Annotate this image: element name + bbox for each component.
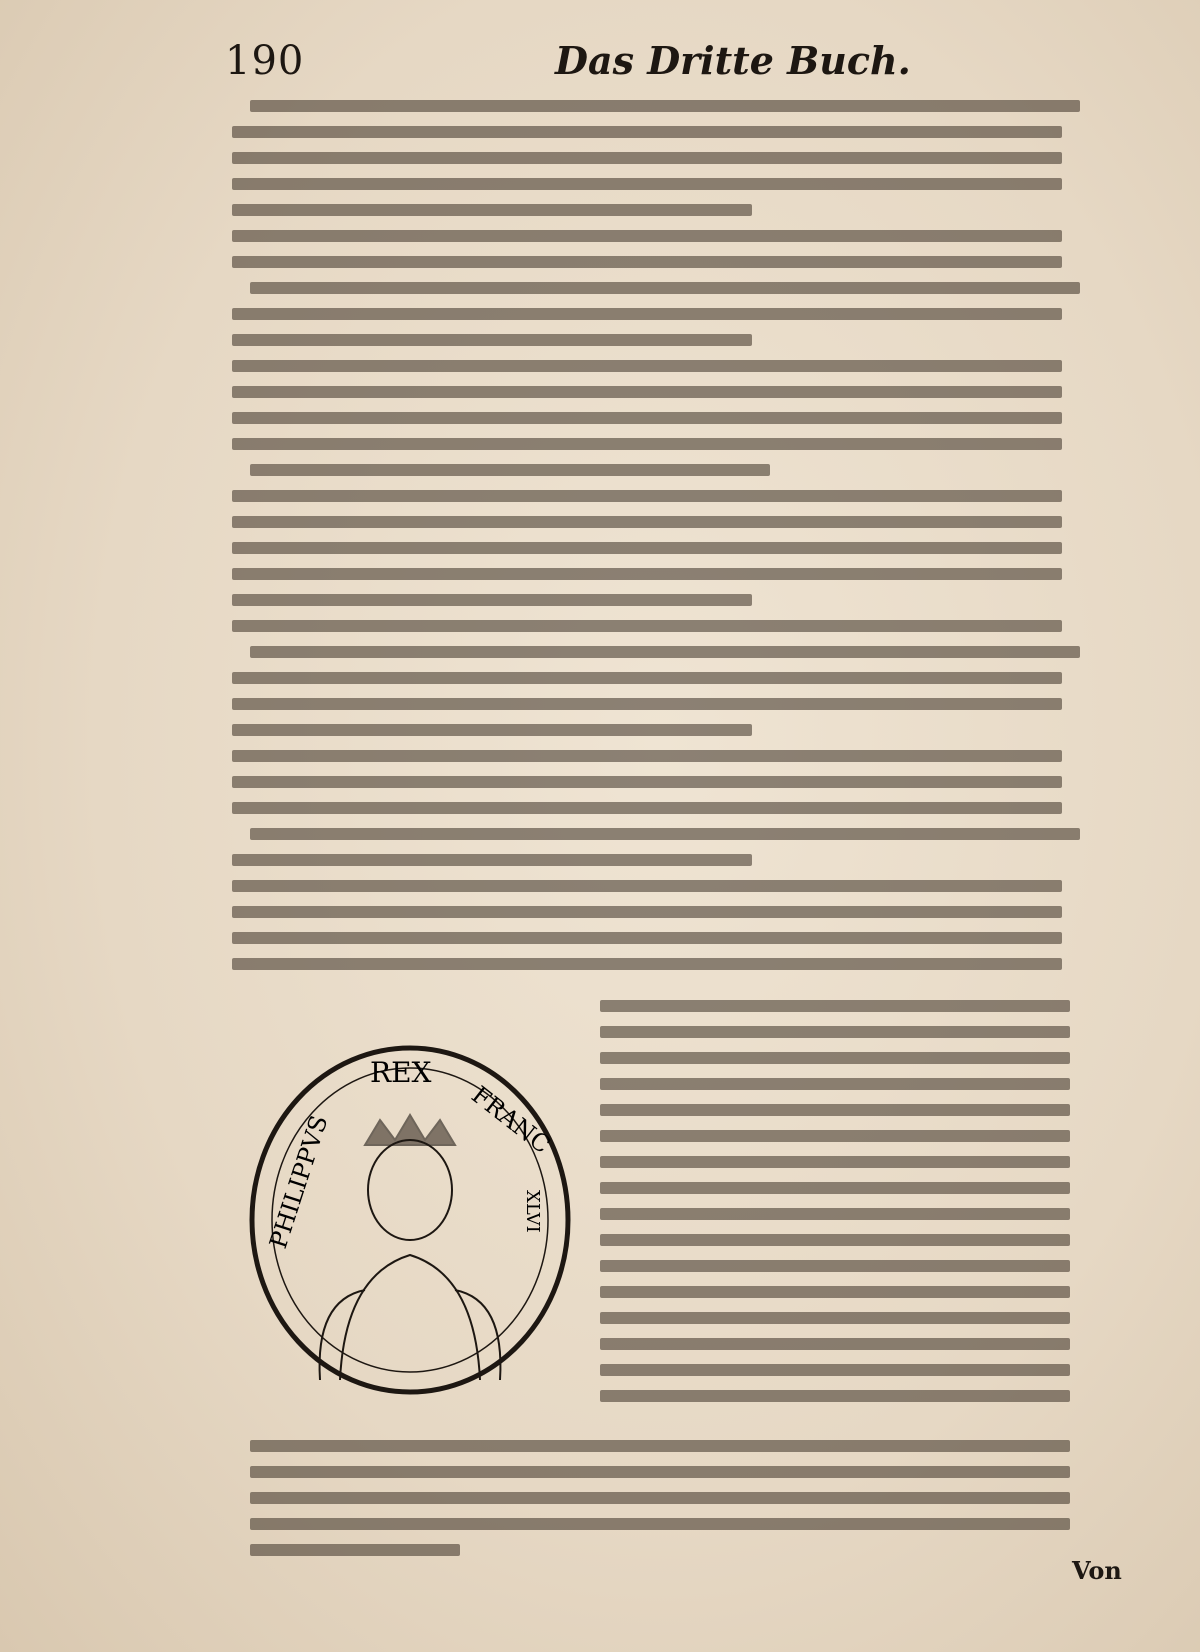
text-line-placeholder: [232, 620, 1062, 632]
text-line-placeholder: [600, 1312, 1070, 1324]
text-line-placeholder: [232, 386, 1062, 398]
text-line-placeholder: [232, 204, 752, 216]
text-line-placeholder: [250, 646, 1080, 658]
text-line-placeholder: [600, 1182, 1070, 1194]
text-line-placeholder: [600, 1156, 1070, 1168]
text-line-placeholder: [232, 906, 1062, 918]
text-line-placeholder: [250, 282, 1080, 294]
portrait-illustration: [320, 1115, 501, 1380]
text-line-placeholder: [232, 412, 1062, 424]
text-line-placeholder: [232, 932, 1062, 944]
text-line-placeholder: [232, 750, 1062, 762]
text-line-placeholder: [232, 802, 1062, 814]
text-line-placeholder: [232, 776, 1062, 788]
text-line-placeholder: [232, 724, 752, 736]
text-line-placeholder: [600, 1000, 1070, 1012]
text-line-placeholder: [600, 1208, 1070, 1220]
text-line-placeholder: [600, 1364, 1070, 1376]
text-line-placeholder: [600, 1078, 1070, 1090]
text-line-placeholder: [250, 1492, 1070, 1504]
text-line-placeholder: [232, 880, 1062, 892]
text-line-placeholder: [600, 1286, 1070, 1298]
text-line-placeholder: [250, 1544, 460, 1556]
page-number: 190: [225, 38, 305, 84]
text-line-placeholder: [232, 360, 1062, 372]
text-line-placeholder: [600, 1130, 1070, 1142]
portrait-medallion: [245, 1040, 575, 1400]
text-line-placeholder: [232, 308, 1062, 320]
text-line-placeholder: [250, 1440, 1070, 1452]
catchword: Von: [1072, 1556, 1122, 1585]
text-line-placeholder: [232, 542, 1062, 554]
text-line-placeholder: [232, 568, 1062, 580]
text-line-placeholder: [250, 1518, 1070, 1530]
text-line-placeholder: [232, 854, 752, 866]
running-head: Das Dritte Buch.: [555, 38, 911, 83]
text-line-placeholder: [250, 828, 1080, 840]
text-line-placeholder: [600, 1052, 1070, 1064]
text-line-placeholder: [600, 1026, 1070, 1038]
text-line-placeholder: [232, 256, 1062, 268]
text-line-placeholder: [232, 178, 1062, 190]
text-line-placeholder: [232, 438, 1062, 450]
text-line-placeholder: [250, 464, 770, 476]
text-line-placeholder: [232, 672, 1062, 684]
text-line-placeholder: [232, 594, 752, 606]
caption-right: FRANC: [466, 1080, 556, 1160]
text-line-placeholder: [232, 334, 752, 346]
text-line-placeholder: [232, 152, 1062, 164]
text-line-placeholder: [232, 516, 1062, 528]
caption-left: PHILIPPVS: [264, 1111, 334, 1252]
text-line-placeholder: [600, 1234, 1070, 1246]
text-line-placeholder: [232, 698, 1062, 710]
text-line-placeholder: [232, 490, 1062, 502]
caption-number: XLVI: [522, 1190, 543, 1233]
text-line-placeholder: [600, 1338, 1070, 1350]
text-line-placeholder: [250, 100, 1080, 112]
text-line-placeholder: [600, 1390, 1070, 1402]
text-line-placeholder: [232, 958, 1062, 970]
text-line-placeholder: [600, 1260, 1070, 1272]
text-line-placeholder: [250, 1466, 1070, 1478]
text-line-placeholder: [232, 126, 1062, 138]
text-line-placeholder: [232, 230, 1062, 242]
caption-top: REX: [370, 1056, 432, 1089]
text-line-placeholder: [600, 1104, 1070, 1116]
